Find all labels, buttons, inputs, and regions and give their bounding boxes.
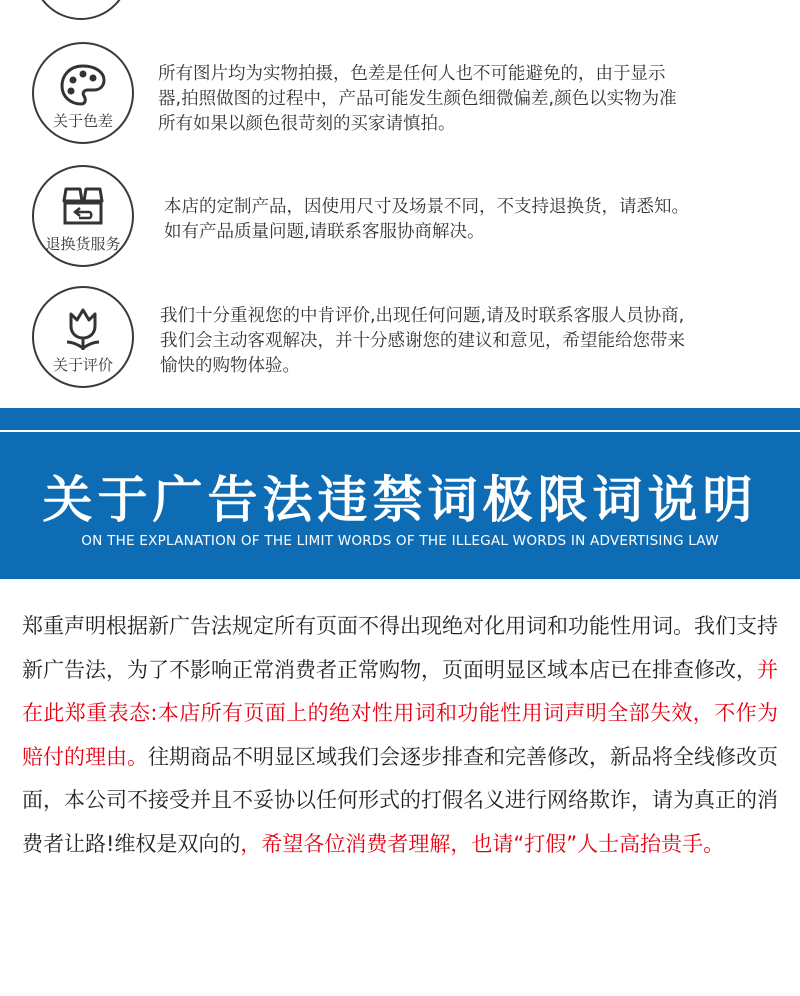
banner-subtitle: ON THE EXPLANATION OF THE LIMIT WORDS OF THE ILLEGAL WORDS IN ADVERTISING LAW — [81, 533, 719, 549]
advertising-law-banner — [0, 408, 800, 579]
return-service-badge — [32, 165, 134, 267]
banner-divider — [0, 430, 800, 432]
tulip-icon — [61, 306, 105, 352]
badge-label: 关于色差 — [52, 112, 113, 130]
return-service-text: 本店的定制产品，因使用尺寸及场景不同，不支持退换货，请悉知。 如有产品质量问题,请联系客服协商解决。 — [164, 197, 689, 242]
previous-badge-partial — [32, 0, 130, 20]
review-text: 我们十分重视您的中肯评价,出现任何问题,请及时联系客服人员协商, 我们会主动客观解决，并十分感谢您的建议和意见，希望能给您带来 愉快的购物体验。 — [160, 306, 685, 376]
palette-icon — [59, 62, 107, 108]
badge-label: 关于评价 — [52, 356, 113, 374]
color-difference-text: 所有图片均为实物拍摄，色差是任何人也不可能避免的，由于显示 器,拍照做图的过程中，产品可能发生颜色细微偏差,颜色以实物为准 所有如果以颜色很苛刻的买家请慎拍。 — [158, 64, 677, 134]
statement-highlight-1: 并在此郑重表态:本店所有页面上的绝对性用词和功能性用词声明全部失效，不作为赔付的理由。 — [22, 657, 778, 769]
banner-title: 关于广告法违禁词极限词说明 — [42, 471, 758, 529]
statement-part-1: 郑重声明根据新广告法规定所有页面不得出现绝对化用词和功能性用词。我们支持新广告法，为了不影响正常消费者正常购物，页面明显区域本店已在排查修改， — [22, 614, 778, 682]
statement-highlight-2: ，希望各位消费者理解，也请“打假”人士高抬贵手。 — [240, 831, 725, 856]
review-badge — [32, 286, 134, 388]
return-box-icon — [60, 185, 106, 229]
color-difference-badge — [32, 42, 134, 144]
statement-paragraph — [22, 605, 778, 866]
badge-label: 退换货服务 — [45, 235, 121, 253]
statement-part-3: 往期商品不明显区域我们会逐步排查和完善修改，新品将全线修改页面，本公司不接受并且不妥协以任何形式的打假名义进行网络欺诈，请为真正的消费者让路!维权是双向的 — [22, 744, 778, 856]
